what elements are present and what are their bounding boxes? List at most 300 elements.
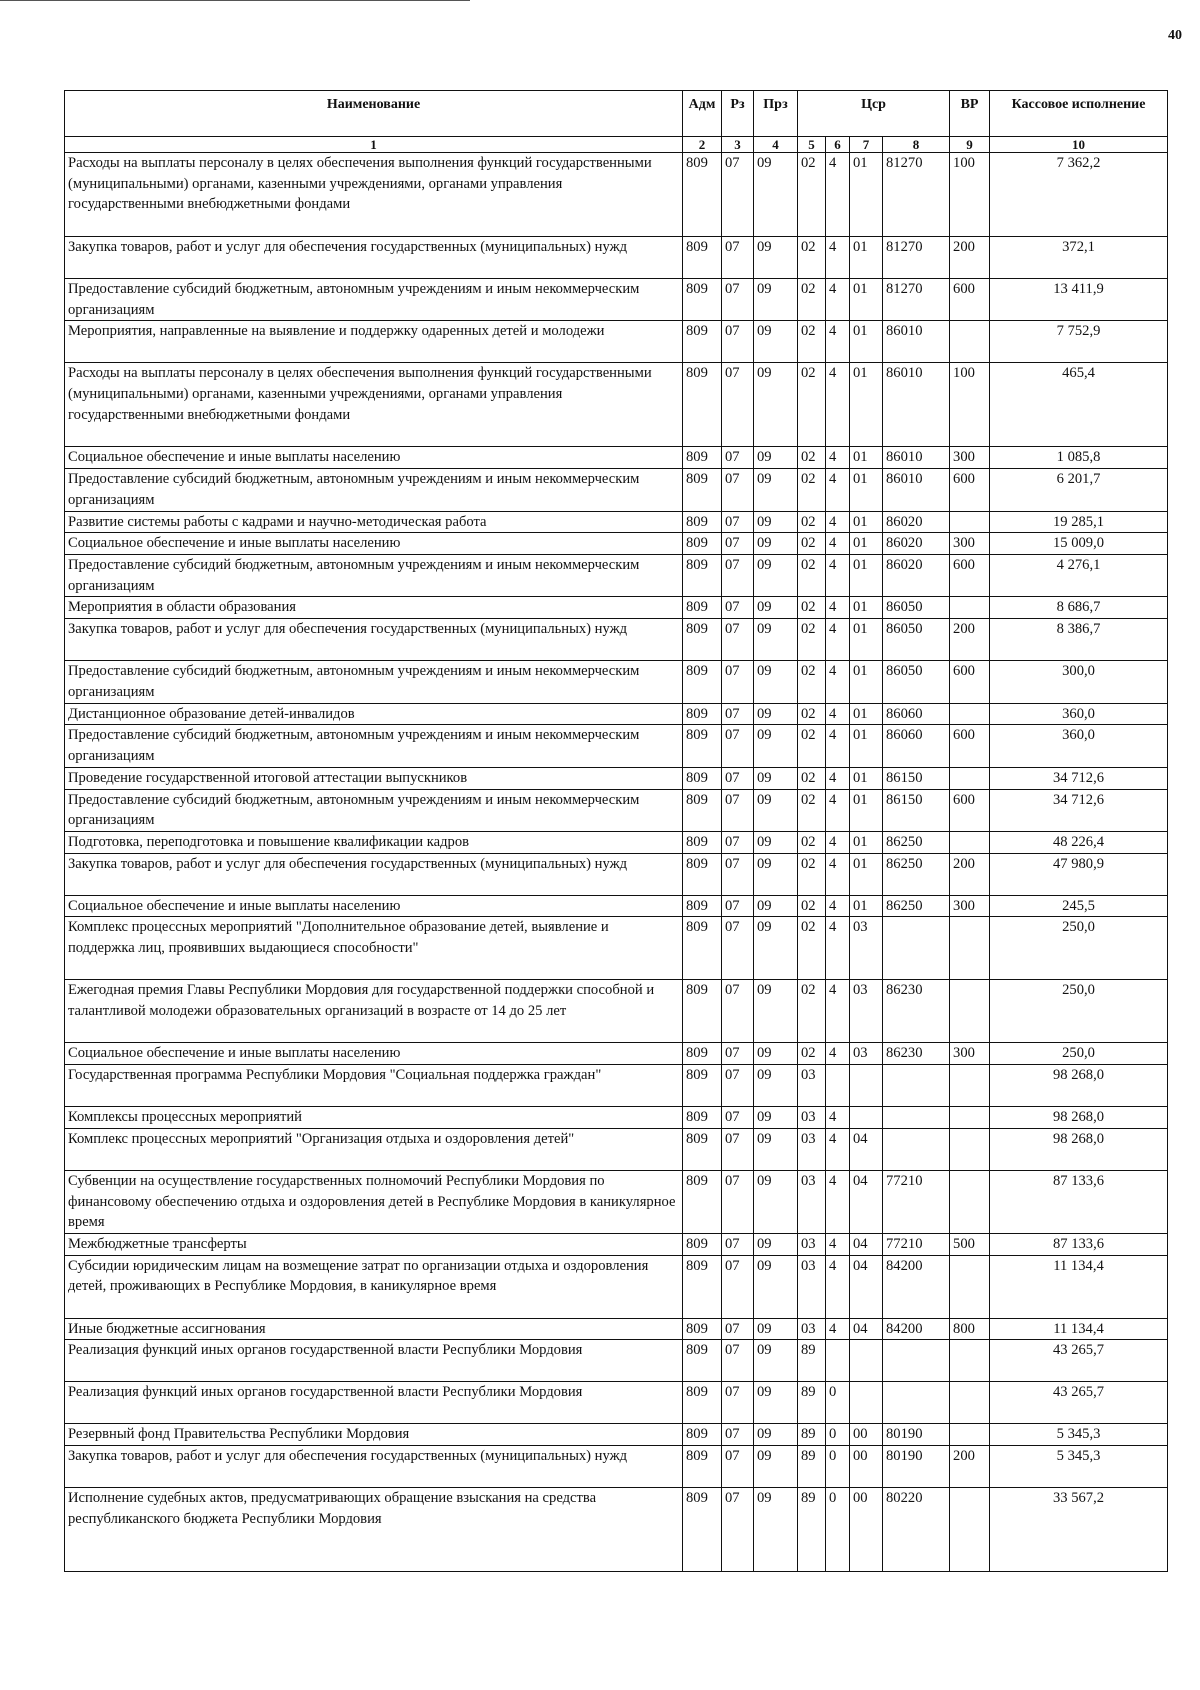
row-prz-cell: 09 [754,1107,798,1129]
row-csr6-cell: 4 [826,725,850,767]
row-csr8-cell: 86060 [883,725,950,767]
table-row [65,619,1168,661]
row-csr7-cell [850,1340,883,1382]
row-amount-cell: 11 134,4 [990,1255,1168,1318]
row-name-cell: Реализация функций иных органов государственной власти Республики Мордовия [65,1340,683,1382]
row-rz-cell: 07 [722,725,754,767]
row-csr7-cell: 01 [850,237,883,279]
row-csr5-cell: 02 [798,597,826,619]
row-amount-cell: 5 345,3 [990,1424,1168,1446]
row-prz-cell: 09 [754,1043,798,1065]
table-row [65,1488,1168,1572]
row-rz-cell: 07 [722,767,754,789]
row-csr7-cell: 03 [850,980,883,1043]
row-adm-cell: 809 [683,1128,722,1170]
row-vr-cell: 200 [950,1446,990,1488]
row-name-cell: Исполнение судебных актов, предусматривающих обращение взыскания на средства республиканского бюджета Республики Мордовия [65,1488,683,1572]
row-csr5-cell: 03 [798,1255,826,1318]
row-vr-cell: 300 [950,895,990,917]
row-csr8-cell: 86020 [883,511,950,533]
row-rz-cell: 07 [722,619,754,661]
row-adm-cell: 809 [683,1043,722,1065]
row-amount-cell: 33 567,2 [990,1488,1168,1572]
column-number-row [65,137,1168,153]
row-csr8-cell [883,1065,950,1107]
table-row [65,1424,1168,1446]
row-prz-cell: 09 [754,1446,798,1488]
row-vr-cell [950,1255,990,1318]
row-amount-cell: 7 362,2 [990,153,1168,237]
table-row [65,1065,1168,1107]
row-csr6-cell [826,1065,850,1107]
row-csr6-cell: 4 [826,555,850,597]
row-csr5-cell: 02 [798,725,826,767]
row-prz-cell: 09 [754,363,798,447]
row-amount-cell: 300,0 [990,661,1168,703]
row-amount-cell: 87 133,6 [990,1233,1168,1255]
row-amount-cell: 1 085,8 [990,447,1168,469]
row-vr-cell: 600 [950,725,990,767]
table-row [65,597,1168,619]
row-rz-cell: 07 [722,831,754,853]
row-csr7-cell: 01 [850,533,883,555]
row-csr8-cell: 86050 [883,661,950,703]
row-csr7-cell [850,1382,883,1424]
row-csr5-cell: 02 [798,767,826,789]
row-csr5-cell: 02 [798,917,826,980]
row-csr8-cell: 86060 [883,703,950,725]
table-row [65,895,1168,917]
row-name-cell: Расходы на выплаты персоналу в целях обеспечения выполнения функций государственными (муниципальными) органами, казенными учреждениями, органами управления государственными внебюджетными фондами [65,363,683,447]
row-csr6-cell: 0 [826,1488,850,1572]
row-csr7-cell: 01 [850,469,883,511]
row-rz-cell: 07 [722,980,754,1043]
row-name-cell: Социальное обеспечение и иные выплаты населению [65,533,683,555]
row-name-cell: Мероприятия, направленные на выявление и поддержку одаренных детей и молодежи [65,321,683,363]
row-adm-cell: 809 [683,1318,722,1340]
table-row [65,853,1168,895]
row-adm-cell: 809 [683,533,722,555]
row-csr8-cell: 81270 [883,279,950,321]
row-csr8-cell: 86230 [883,1043,950,1065]
table-row [65,789,1168,831]
row-amount-cell: 360,0 [990,725,1168,767]
row-vr-cell [950,1128,990,1170]
row-vr-cell: 600 [950,661,990,703]
row-csr5-cell: 89 [798,1488,826,1572]
row-adm-cell: 809 [683,917,722,980]
row-csr6-cell: 4 [826,703,850,725]
row-adm-cell: 809 [683,1255,722,1318]
row-rz-cell: 07 [722,447,754,469]
column-number: 7 [850,137,883,153]
row-rz-cell: 07 [722,895,754,917]
header-name: Наименование [65,91,683,137]
row-amount-cell: 98 268,0 [990,1065,1168,1107]
table-row [65,767,1168,789]
row-csr5-cell: 02 [798,619,826,661]
table-row [65,1043,1168,1065]
row-csr7-cell: 01 [850,725,883,767]
row-adm-cell: 809 [683,153,722,237]
row-csr6-cell: 4 [826,619,850,661]
row-amount-cell: 372,1 [990,237,1168,279]
row-name-cell: Социальное обеспечение и иные выплаты населению [65,447,683,469]
row-amount-cell: 87 133,6 [990,1170,1168,1233]
row-vr-cell: 300 [950,447,990,469]
row-csr5-cell: 03 [798,1318,826,1340]
page-number: 40 [1168,28,1182,43]
row-csr8-cell: 80190 [883,1424,950,1446]
table-row [65,153,1168,237]
row-rz-cell: 07 [722,533,754,555]
row-csr5-cell: 02 [798,447,826,469]
row-name-cell: Социальное обеспечение и иные выплаты населению [65,895,683,917]
budget-table [64,90,1168,1572]
row-vr-cell: 100 [950,363,990,447]
row-csr5-cell: 02 [798,703,826,725]
table-row [65,555,1168,597]
row-rz-cell: 07 [722,1446,754,1488]
row-vr-cell: 500 [950,1233,990,1255]
row-vr-cell [950,1170,990,1233]
row-prz-cell: 09 [754,1424,798,1446]
row-name-cell: Предоставление субсидий бюджетным, автономным учреждениям и иным некоммерческим организациям [65,469,683,511]
row-rz-cell: 07 [722,1043,754,1065]
row-rz-cell: 07 [722,1340,754,1382]
row-name-cell: Резервный фонд Правительства Республики Мордовия [65,1424,683,1446]
row-csr7-cell: 04 [850,1318,883,1340]
row-csr8-cell: 86150 [883,789,950,831]
row-csr7-cell: 00 [850,1446,883,1488]
row-amount-cell: 34 712,6 [990,767,1168,789]
row-csr5-cell: 02 [798,555,826,597]
row-amount-cell: 43 265,7 [990,1382,1168,1424]
row-csr6-cell: 4 [826,853,850,895]
row-adm-cell: 809 [683,725,722,767]
row-amount-cell: 98 268,0 [990,1107,1168,1129]
row-name-cell: Комплекс процессных мероприятий "Дополнительное образование детей, выявление и поддержка лиц, проявивших выдающиеся способности" [65,917,683,980]
table-row [65,703,1168,725]
row-csr7-cell: 01 [850,447,883,469]
header-prz: Прз [754,91,798,137]
row-adm-cell: 809 [683,1340,722,1382]
row-name-cell: Комплексы процессных мероприятий [65,1107,683,1129]
row-adm-cell: 809 [683,1170,722,1233]
row-csr8-cell: 81270 [883,153,950,237]
row-csr5-cell: 03 [798,1170,826,1233]
table-row [65,917,1168,980]
row-amount-cell: 13 411,9 [990,279,1168,321]
row-csr5-cell: 02 [798,237,826,279]
row-name-cell: Закупка товаров, работ и услуг для обеспечения государственных (муниципальных) нужд [65,1446,683,1488]
row-vr-cell: 100 [950,153,990,237]
row-csr6-cell: 4 [826,469,850,511]
row-vr-cell: 600 [950,279,990,321]
row-adm-cell: 809 [683,1488,722,1572]
row-csr7-cell: 04 [850,1170,883,1233]
row-csr7-cell: 01 [850,363,883,447]
row-name-cell: Предоставление субсидий бюджетным, автономным учреждениям и иным некоммерческим организациям [65,555,683,597]
row-vr-cell [950,1424,990,1446]
row-csr7-cell: 01 [850,511,883,533]
row-csr6-cell: 4 [826,363,850,447]
row-rz-cell: 07 [722,703,754,725]
row-csr5-cell: 03 [798,1233,826,1255]
table-row [65,1382,1168,1424]
row-csr7-cell: 01 [850,661,883,703]
column-number: 3 [722,137,754,153]
row-vr-cell [950,980,990,1043]
row-csr5-cell: 02 [798,853,826,895]
row-amount-cell: 5 345,3 [990,1446,1168,1488]
row-csr7-cell: 01 [850,619,883,661]
row-amount-cell: 360,0 [990,703,1168,725]
row-prz-cell: 09 [754,597,798,619]
row-csr5-cell: 89 [798,1382,826,1424]
row-name-cell: Реализация функций иных органов государственной власти Республики Мордовия [65,1382,683,1424]
row-csr7-cell: 01 [850,321,883,363]
table-row [65,1446,1168,1488]
row-adm-cell: 809 [683,831,722,853]
table-row [65,511,1168,533]
row-adm-cell: 809 [683,789,722,831]
table-row [65,321,1168,363]
row-adm-cell: 809 [683,1424,722,1446]
row-prz-cell: 09 [754,1382,798,1424]
row-vr-cell: 300 [950,1043,990,1065]
row-csr6-cell: 4 [826,980,850,1043]
row-csr6-cell: 4 [826,511,850,533]
row-amount-cell: 245,5 [990,895,1168,917]
row-rz-cell: 07 [722,789,754,831]
row-adm-cell: 809 [683,321,722,363]
row-prz-cell: 09 [754,321,798,363]
row-amount-cell: 98 268,0 [990,1128,1168,1170]
row-csr7-cell [850,1107,883,1129]
row-csr7-cell: 01 [850,767,883,789]
top-border-line [0,0,470,1]
row-csr8-cell: 86250 [883,853,950,895]
row-prz-cell: 09 [754,661,798,703]
row-prz-cell: 09 [754,1318,798,1340]
row-vr-cell: 300 [950,533,990,555]
row-adm-cell: 809 [683,363,722,447]
row-vr-cell [950,511,990,533]
row-rz-cell: 07 [722,279,754,321]
row-csr8-cell: 86010 [883,447,950,469]
row-prz-cell: 09 [754,1233,798,1255]
row-csr8-cell: 77210 [883,1170,950,1233]
row-adm-cell: 809 [683,767,722,789]
row-csr5-cell: 02 [798,1043,826,1065]
row-name-cell: Дистанционное образование детей-инвалидов [65,703,683,725]
row-prz-cell: 09 [754,725,798,767]
row-csr6-cell: 4 [826,153,850,237]
row-adm-cell: 809 [683,237,722,279]
row-name-cell: Комплекс процессных мероприятий "Организация отдыха и оздоровления детей" [65,1128,683,1170]
row-csr5-cell: 89 [798,1424,826,1446]
table-row [65,533,1168,555]
row-rz-cell: 07 [722,1382,754,1424]
row-csr6-cell: 4 [826,789,850,831]
row-adm-cell: 809 [683,1233,722,1255]
table-row [65,363,1168,447]
table-header-row [65,91,1168,137]
row-csr5-cell: 03 [798,1107,826,1129]
row-prz-cell: 09 [754,533,798,555]
row-csr7-cell: 00 [850,1424,883,1446]
row-amount-cell: 8 386,7 [990,619,1168,661]
row-csr6-cell: 4 [826,1255,850,1318]
row-amount-cell: 47 980,9 [990,853,1168,895]
row-name-cell: Ежегодная премия Главы Республики Мордовия для государственной поддержки способной и талантливой молодежи образовательных организаций в возрасте от 14 до 25 лет [65,980,683,1043]
row-adm-cell: 809 [683,853,722,895]
row-prz-cell: 09 [754,279,798,321]
row-csr5-cell: 89 [798,1340,826,1382]
row-csr7-cell: 01 [850,153,883,237]
row-csr6-cell: 4 [826,1318,850,1340]
row-rz-cell: 07 [722,661,754,703]
row-prz-cell: 09 [754,1488,798,1572]
row-adm-cell: 809 [683,703,722,725]
row-prz-cell: 09 [754,1065,798,1107]
row-csr6-cell [826,1340,850,1382]
row-adm-cell: 809 [683,980,722,1043]
row-name-cell: Иные бюджетные ассигнования [65,1318,683,1340]
table-row [65,1107,1168,1129]
row-prz-cell: 09 [754,1128,798,1170]
row-adm-cell: 809 [683,1382,722,1424]
row-csr6-cell: 4 [826,1170,850,1233]
row-csr6-cell: 4 [826,279,850,321]
row-vr-cell: 200 [950,619,990,661]
row-adm-cell: 809 [683,555,722,597]
row-csr8-cell: 86250 [883,831,950,853]
row-prz-cell: 09 [754,767,798,789]
row-rz-cell: 07 [722,1233,754,1255]
row-name-cell: Предоставление субсидий бюджетным, автономным учреждениям и иным некоммерческим организациям [65,725,683,767]
row-csr7-cell: 01 [850,831,883,853]
row-csr7-cell: 00 [850,1488,883,1572]
row-vr-cell: 200 [950,853,990,895]
row-csr8-cell [883,917,950,980]
row-csr7-cell: 03 [850,1043,883,1065]
row-amount-cell: 11 134,4 [990,1318,1168,1340]
table-row [65,1170,1168,1233]
row-vr-cell [950,597,990,619]
table-row [65,1233,1168,1255]
row-vr-cell: 800 [950,1318,990,1340]
row-prz-cell: 09 [754,1255,798,1318]
row-csr6-cell: 4 [826,917,850,980]
row-name-cell: Проведение государственной итоговой аттестации выпускников [65,767,683,789]
row-adm-cell: 809 [683,1107,722,1129]
row-csr6-cell: 4 [826,597,850,619]
row-csr6-cell: 4 [826,533,850,555]
row-name-cell: Расходы на выплаты персоналу в целях обеспечения выполнения функций государственными (муниципальными) органами, казенными учреждениями, органами управления государственными внебюджетными фондами [65,153,683,237]
row-name-cell: Закупка товаров, работ и услуг для обеспечения государственных (муниципальных) нужд [65,237,683,279]
row-rz-cell: 07 [722,1065,754,1107]
row-csr5-cell: 02 [798,980,826,1043]
row-csr6-cell: 4 [826,1233,850,1255]
row-csr6-cell: 4 [826,321,850,363]
row-vr-cell [950,1382,990,1424]
row-rz-cell: 07 [722,469,754,511]
table-row [65,980,1168,1043]
row-csr7-cell [850,1065,883,1107]
header-csr: Цср [798,91,950,137]
row-csr8-cell: 81270 [883,237,950,279]
row-csr8-cell: 86020 [883,555,950,597]
row-csr5-cell: 02 [798,279,826,321]
row-adm-cell: 809 [683,895,722,917]
column-number: 9 [950,137,990,153]
row-csr7-cell: 01 [850,853,883,895]
header-amount: Кассовое исполнение [990,91,1168,137]
row-csr5-cell: 02 [798,363,826,447]
row-name-cell: Предоставление субсидий бюджетным, автономным учреждениям и иным некоммерческим организациям [65,789,683,831]
row-csr5-cell: 02 [798,511,826,533]
column-number: 8 [883,137,950,153]
row-adm-cell: 809 [683,1065,722,1107]
row-prz-cell: 09 [754,831,798,853]
row-prz-cell: 09 [754,555,798,597]
row-csr7-cell: 01 [850,789,883,831]
row-csr7-cell: 04 [850,1255,883,1318]
row-csr8-cell [883,1382,950,1424]
row-rz-cell: 07 [722,1128,754,1170]
row-csr6-cell: 0 [826,1424,850,1446]
row-csr8-cell [883,1340,950,1382]
header-rz: Рз [722,91,754,137]
row-csr6-cell: 4 [826,831,850,853]
row-prz-cell: 09 [754,619,798,661]
row-rz-cell: 07 [722,1488,754,1572]
row-csr8-cell: 86010 [883,363,950,447]
row-rz-cell: 07 [722,853,754,895]
row-csr7-cell: 01 [850,555,883,597]
row-csr8-cell: 86250 [883,895,950,917]
row-rz-cell: 07 [722,555,754,597]
row-amount-cell: 250,0 [990,980,1168,1043]
row-name-cell: Подготовка, переподготовка и повышение квалификации кадров [65,831,683,853]
row-csr8-cell: 86010 [883,321,950,363]
table-row [65,237,1168,279]
row-amount-cell: 250,0 [990,1043,1168,1065]
row-adm-cell: 809 [683,279,722,321]
row-prz-cell: 09 [754,917,798,980]
row-csr7-cell: 01 [850,703,883,725]
row-name-cell: Межбюджетные трансферты [65,1233,683,1255]
row-name-cell: Развитие системы работы с кадрами и научно-методическая работа [65,511,683,533]
header-adm: Адм [683,91,722,137]
row-csr8-cell: 86020 [883,533,950,555]
row-prz-cell: 09 [754,447,798,469]
row-prz-cell: 09 [754,1340,798,1382]
row-amount-cell: 19 285,1 [990,511,1168,533]
row-amount-cell: 43 265,7 [990,1340,1168,1382]
row-vr-cell: 600 [950,555,990,597]
row-csr6-cell: 4 [826,1043,850,1065]
row-csr6-cell: 4 [826,1128,850,1170]
row-csr6-cell: 0 [826,1382,850,1424]
row-name-cell: Государственная программа Республики Мордовия "Социальная поддержка граждан" [65,1065,683,1107]
row-prz-cell: 09 [754,789,798,831]
row-amount-cell: 8 686,7 [990,597,1168,619]
row-rz-cell: 07 [722,1170,754,1233]
row-csr8-cell [883,1107,950,1129]
